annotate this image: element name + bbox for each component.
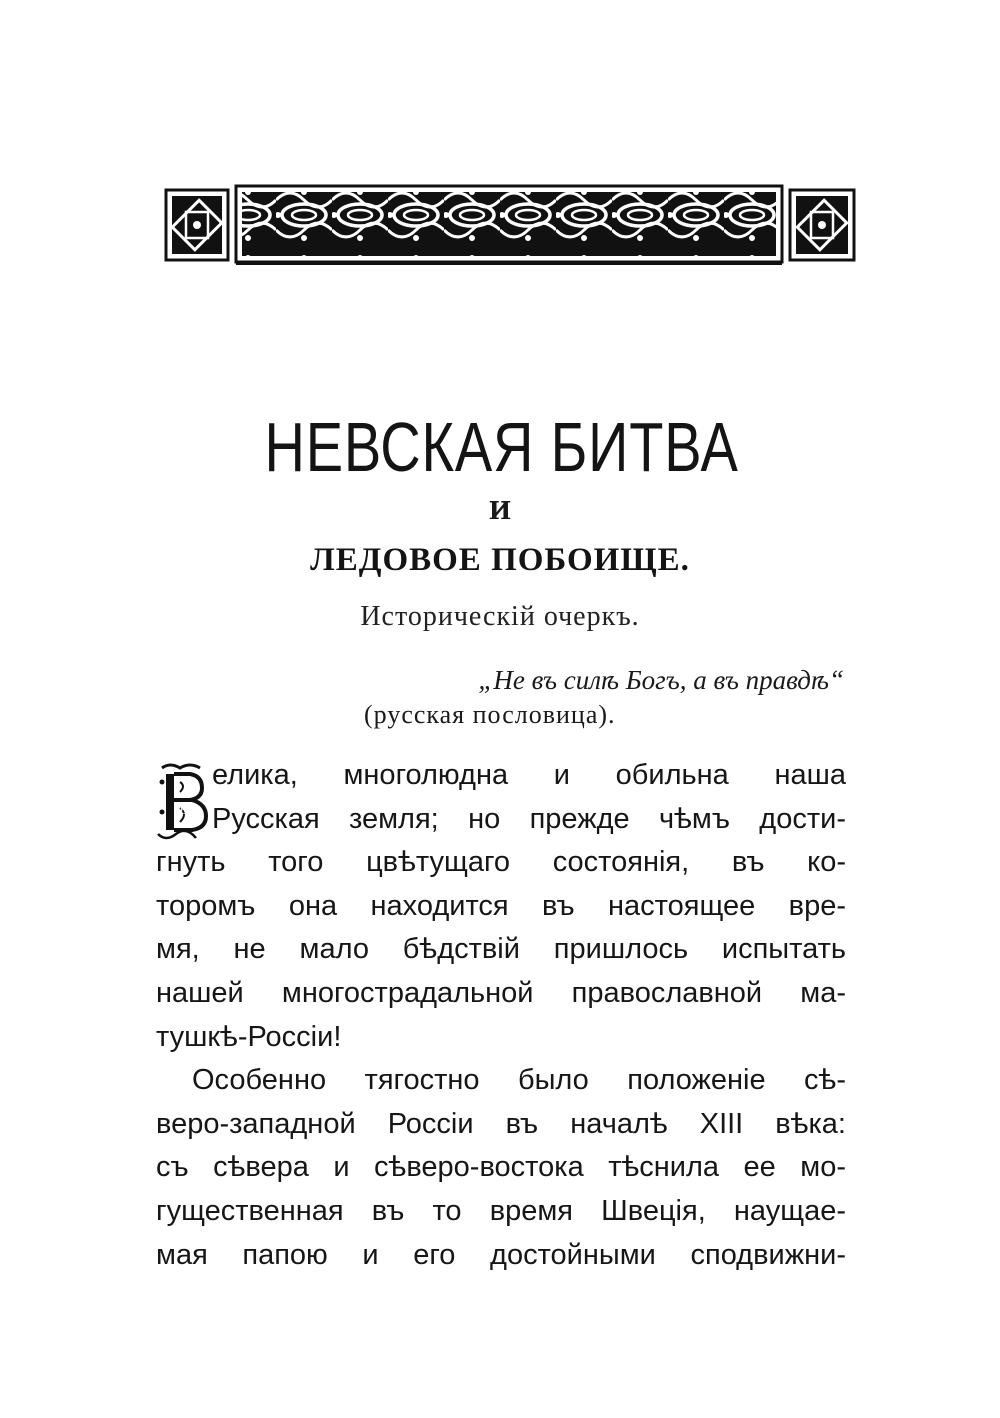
text-line: торомъ она находится въ настоящее вре- xyxy=(156,889,846,922)
text-line: тушкѣ-Россіи! xyxy=(156,1020,342,1053)
text-line: Русская земля; но прежде чѣмъ дости- xyxy=(212,802,846,835)
body-text xyxy=(156,754,846,1277)
epigraph xyxy=(364,662,844,732)
text-line: мая папою и его достойными сподвижни- xyxy=(156,1238,846,1271)
text-line: мя, не мало бѣдствій пришлось испытать xyxy=(156,933,846,966)
ornamental-headpiece xyxy=(164,182,858,268)
page-title: НЕВСКАЯ БИТВА xyxy=(264,408,739,486)
epigraph-quote: „Не въ силѣ Богъ, а въ правдѣ“ xyxy=(478,665,844,695)
essay-subtitle: Историческій очеркъ. xyxy=(360,601,640,632)
headpiece-ornament-icon xyxy=(164,182,858,268)
title-conjunction: И xyxy=(488,496,512,525)
dropcap-letter: В xyxy=(179,806,187,817)
text-line: Особенно тягостно было положеніе сѣ- xyxy=(192,1064,846,1097)
text-line: елика, многолюдна и обильна наша xyxy=(212,759,846,791)
text-line: гнуть того цвѣтущаго состоянія, въ ко- xyxy=(156,846,846,879)
text-line: съ сѣвера и сѣверо-востока тѣснила ее мо- xyxy=(156,1151,846,1184)
dropcap-ornament-icon xyxy=(156,762,210,842)
epigraph-source: (русская пословица). xyxy=(364,700,616,729)
text-line: веро-западной Россіи въ началѣ XIII вѣка: xyxy=(156,1107,846,1140)
text-line: нашей многострадальной православной ма- xyxy=(156,976,846,1009)
text-line: гущественная въ то время Швеція, наущае- xyxy=(156,1194,846,1227)
second-title: ЛЕДОВОЕ ПОБОИЩЕ. xyxy=(310,542,690,578)
